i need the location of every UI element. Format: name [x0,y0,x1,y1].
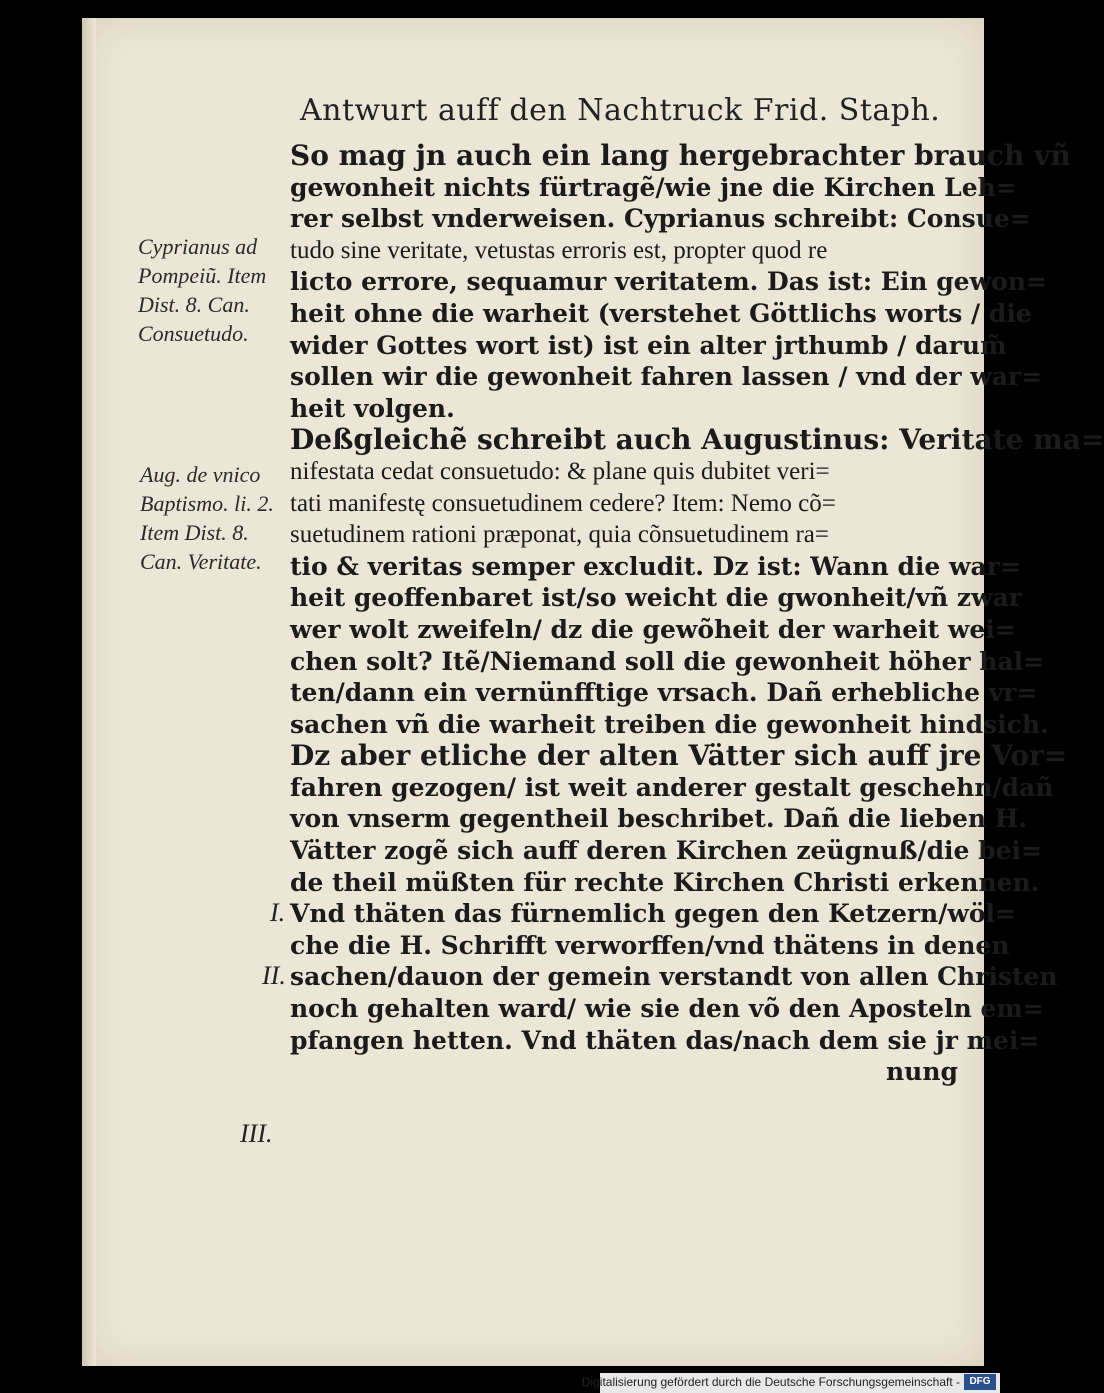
digitization-credit: Digitalisierung gefördert durch die Deutsche Forschungsgemeinschaft - [581,1375,960,1389]
text-line: suetudinem rationi præponat, quia cõnsuetudinem ra= [290,521,829,549]
margin-note-line: Consuetudo. [138,321,249,346]
text-line: So mag jn auch ein lang hergebrachter brauch vñ [290,139,1071,172]
text-line: Vätter zogẽ sich auff deren Kirchen zeügnuß/die bei= [290,836,1042,866]
dfg-logo-icon: DFG [964,1374,996,1390]
margin-note-line: Pompeiũ. Item [138,263,267,288]
margin-note-line: Item Dist. 8. [140,520,249,545]
margin-note-line: Aug. de vnico [140,462,261,487]
text-line: heit geoffenbaret ist/so weicht die gwonheit/vñ zwar [290,583,1022,613]
roman-numeral-3: III. [240,1119,273,1148]
text-line: wider Gottes wort ist) ist ein alter jrthumb / darum̃ [290,330,1007,360]
text-line: von vnserm gegentheil beschribet. Dañ die lieben H. [290,804,1028,834]
text-line: nifestata cedat consuetudo: & plane quis dubitet veri= [290,457,830,485]
main-text-block [290,139,1104,1088]
catchword: nung [885,1057,958,1087]
text-line: rer selbst vnderweisen. Cyprianus schreibt: Consue= [290,204,1031,234]
running-head: Antwurt auff den Nachtruck Frid. Staph. [300,93,941,128]
text-line: gewonheit nichts fürtragẽ/wie jne die Kirchen Leh= [290,172,1017,202]
text-line: ten/dann ein vernünfftige vrsach. Dañ erhebliche vr= [290,678,1038,708]
margin-note-line: Cyprianus ad [138,234,258,259]
page-gutter-edge [82,18,96,1366]
text-line: Dz aber etliche der alten Vätter sich auff jre Vor= [290,739,1068,773]
text-line: tio & veritas semper excludit. Dz ist: Wann die war= [290,551,1021,581]
text-line: heit volgen. [290,393,455,423]
margin-note-cyprian [138,232,266,348]
text-line: tudo sine veritate, vetustas erroris est, propter quod re [290,236,828,264]
text-line: sachen/dauon der gemein verstandt von allen Christen [290,962,1058,992]
text-line: heit ohne die warheit (verstehet Göttlichs worts / die [290,298,1032,328]
text-line: pfangen hetten. Vnd thäten das/nach dem sie jr mei= [290,1025,1040,1055]
text-line: Vnd thäten das fürnemlich gegen den Ketzern/wöl= [290,899,1016,929]
margin-note-line: Dist. 8. Can. [138,292,250,317]
text-line: fahren gezogen/ ist weit anderer gestalt geschehn/dañ [290,772,1054,802]
text-line: licto errore, sequamur veritatem. Das ist: Ein gewon= [290,267,1047,297]
roman-numeral-1: I. [270,898,286,927]
margin-note-line: Can. Veritate. [140,549,262,574]
text-line: noch gehalten ward/ wie sie den võ den Aposteln em= [290,994,1044,1024]
text-line: wer wolt zweifeln/ dz die gewõheit der warheit wei= [290,614,1016,644]
roman-numeral-2: II. [262,961,286,990]
text-line: chen solt? Itẽ/Niemand soll die gewonheit höher hal= [290,646,1045,676]
text-line: tati manifestę consuetudinem cedere? Item: Nemo cõ= [290,489,836,517]
text-line: sachen vñ die warheit treiben die gewonheit hindsich. [290,709,1049,739]
text-line: de theil müßten für rechte Kirchen Christi erkennen. [290,867,1040,897]
text-line: Deßgleichẽ schreibt auch Augustinus: Veritate ma= [290,423,1104,457]
text-line: sollen wir die gewonheit fahren lassen / vnd der war= [290,362,1043,392]
text-line: che die H. Schrifft verworffen/vnd thätens in denen [290,930,1010,960]
margin-note-line: Baptismo. li. 2. [140,491,274,516]
margin-note-augustine [140,460,274,576]
